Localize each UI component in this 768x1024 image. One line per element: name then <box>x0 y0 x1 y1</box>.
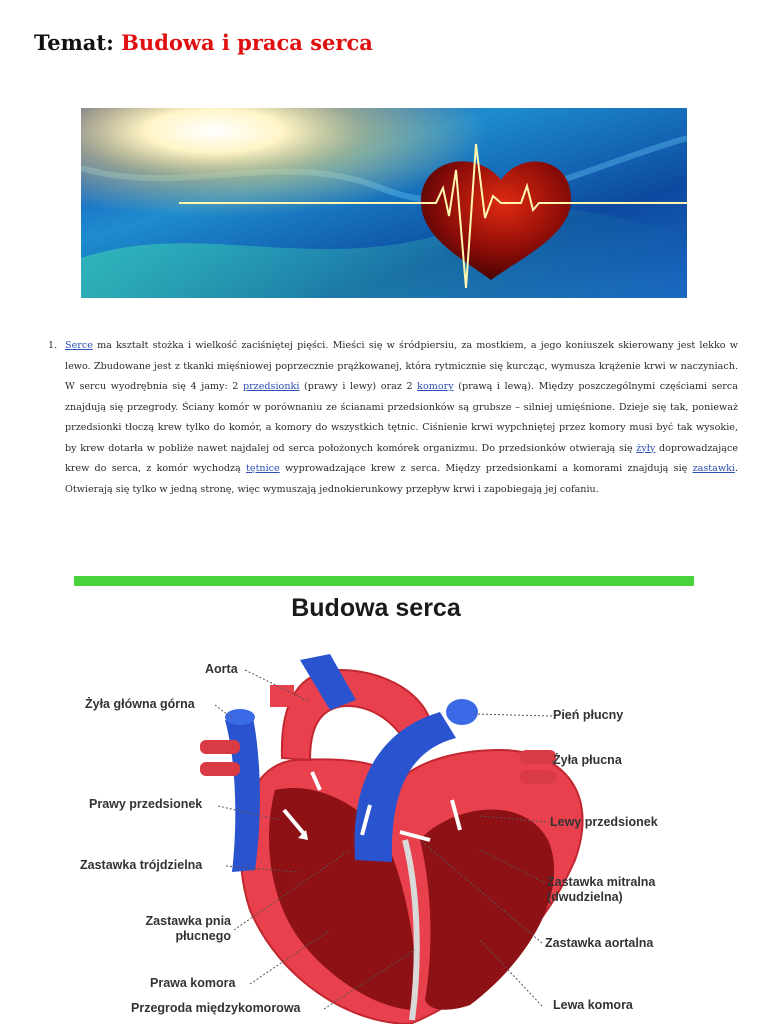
label-right-atrium: Prawy przedsionek <box>89 797 203 811</box>
label-vena-cava: Żyła główna górna <box>85 697 195 711</box>
link-przedsionki[interactable]: przedsionki <box>242 381 300 392</box>
description-paragraph <box>48 336 738 500</box>
link-tetnice[interactable]: tętnice <box>246 463 280 474</box>
heart-banner-image <box>81 108 687 298</box>
label-right-ventricle: Prawa komora <box>150 976 236 990</box>
text-segment: wyprowadzające krew z serca. Między przedsionkami a komorami znajdują się <box>279 463 693 474</box>
label-mitral-line2: (dwudzielna) <box>547 890 623 904</box>
label-pulmonary-vein: Żyła płucna <box>553 753 622 767</box>
link-zastawki[interactable]: zastawki <box>692 463 735 474</box>
diagram-title: Budowa serca <box>291 594 461 622</box>
title-prefix: Temat: <box>34 30 114 55</box>
text-segment: (prawą i lewą). Między poszczególnymi częściami serca znajdują się przegrody. Ściany komór w porównaniu ze ścianami przedsionków są grubsze – silniej umięśnione. Dzieje się tak, ponieważ przedsionki tłoczą krew tylko do komór, a komory do wszystkich tętnic. Ciśnienie krwi wypchniętej przez komory musi być tak wysokie, by krew dotarła w pobliże nawet najdalej od serca położonych komórek organizmu. Do przedsionków otwierają się <box>65 381 738 454</box>
section-divider <box>74 576 694 586</box>
label-mitral-line1: Zastawka mitralna <box>547 875 656 889</box>
link-serce[interactable]: Serce <box>65 340 93 351</box>
label-pulmonary-trunk: Pień płucny <box>553 708 624 722</box>
label-left-ventricle: Lewa komora <box>553 998 633 1012</box>
label-tricuspid-valve: Zastawka trójdzielna <box>80 858 203 872</box>
paragraph-body <box>65 336 738 500</box>
text-segment: ma kształt stożka i wielkość zaciśniętej pięści. Mieści się w śródpiersiu, za mostkiem, a jego koniuszek skierowany jest lekko w lewo. Zbudowane jest z tkanki mięśniowej poprzecznie prążkowanej, która rytmicznie się kurcząc, wymusza krążenie krwi w naczyniach. W sercu wyodrębnia się 4 jamy: 2 <box>65 340 738 392</box>
title-topic: Budowa i praca serca <box>121 30 373 55</box>
link-zyly[interactable]: żyły <box>636 442 656 454</box>
text-segment: . Otwierają się tylko w jedną stronę, więc wymuszają jednokierunkowy przepływ krwi i zapobiegają jej cofaniu. <box>65 463 739 495</box>
list-number: 1. <box>48 340 58 351</box>
label-pulmonary-valve-line2: płucnego <box>175 929 231 943</box>
link-komory[interactable]: komory <box>417 381 454 392</box>
text-segment: (prawy i lewy) oraz 2 <box>299 381 418 392</box>
label-mitral-valve <box>547 875 655 905</box>
label-left-atrium: Lewy przedsionek <box>550 815 658 829</box>
label-aortic-valve: Zastawka aortalna <box>545 936 654 950</box>
label-septum: Przegroda międzykomorowa <box>131 1001 301 1015</box>
label-pulmonary-valve <box>125 914 231 944</box>
label-pulmonary-valve-line1: Zastawka pnia <box>145 914 231 928</box>
label-aorta: Aorta <box>205 662 238 676</box>
text-segment: doprowadzające krew do serca, z komór wychodzą <box>65 442 739 474</box>
page-title <box>34 30 373 55</box>
